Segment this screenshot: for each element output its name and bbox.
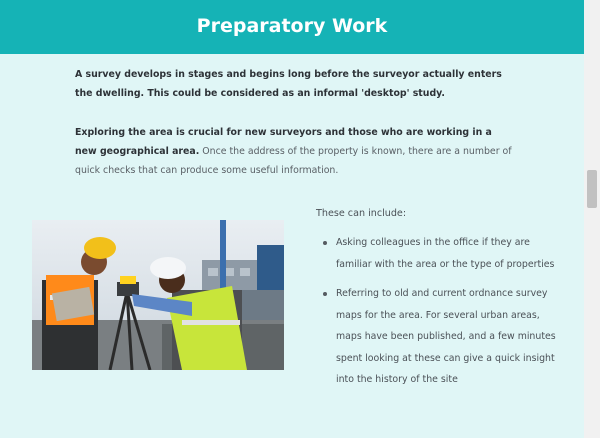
list-item: [316, 283, 566, 391]
exploring-paragraph-bold: Exploring the area is crucial for new surveyors and those who are working in a new geographical area.: [75, 127, 492, 157]
scrollbar-thumb[interactable]: [587, 170, 597, 208]
list-intro: These can include:: [316, 208, 407, 219]
list-item-text: Referring to old and current ordnance survey maps for the area. For several urban areas, maps have been published, and a few minutes spent looking at these can give a quick insight into the history of the site: [336, 288, 556, 385]
list-item-text: Asking colleagues in the office if they are familiar with the area or the type of properties: [336, 237, 555, 270]
exploring-paragraph: [75, 123, 515, 180]
bullet-icon: [323, 241, 327, 245]
checks-list: [316, 232, 566, 399]
intro-section: [75, 65, 515, 180]
bullet-icon: [323, 292, 327, 296]
intro-paragraph-text: A survey develops in stages and begins long before the surveyor actually enters the dwelling. This could be considered as an informal 'desktop' study.: [75, 69, 502, 99]
list-item: [316, 232, 566, 275]
surveyors-photo: [32, 220, 284, 370]
page-title: Preparatory Work: [196, 15, 388, 37]
exploring-paragraph-rest: Once the address of the property is known, there are a number of quick checks that can produce some useful information.: [75, 146, 512, 176]
page-header: [0, 0, 584, 54]
surveyors-illustration: [32, 220, 284, 370]
intro-paragraph: [75, 65, 515, 103]
vertical-scrollbar[interactable]: [584, 0, 600, 438]
